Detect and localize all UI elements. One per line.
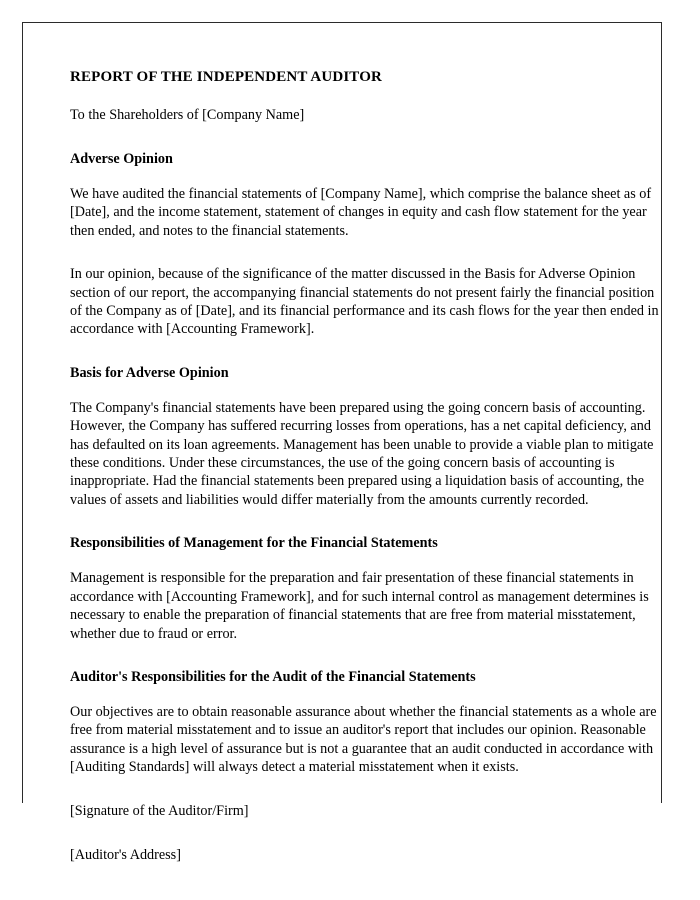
paragraph-adverse-opinion-2: In our opinion, because of the significance of the matter discussed in the Basis for Adverse Opinion section of our report, the accompanying financial statements do not present fairly the financial position of the Company as of [Date], and its financial performance and its cash flows for the year then ended in accordance with [Accounting Framework].: [70, 266, 659, 338]
section-heading-adverse-opinion: Adverse Opinion: [70, 151, 173, 167]
section-responsibilities-of-management: [70, 534, 659, 643]
document-body: [70, 68, 659, 890]
document-page-frame: [22, 22, 662, 863]
paragraph-basis-for-adverse-opinion-1: The Company's financial statements have been prepared using the going concern basis of accounting. However, the Company has suffered recurring losses from operations, has a net capital deficiency, and has defaulted on its loan agreements. Management has been unable to provide a viable plan to mitigate these conditions. Under these circumstances, the use of the going concern basis of accounting is inappropriate. Had the financial statements been prepared using a liquidation basis of accounting, the values of assets and liabilities would differ materially from the amounts currently recorded.: [70, 399, 654, 508]
section-adverse-opinion: [70, 150, 659, 339]
paragraph-auditors-responsibilities-1: Our objectives are to obtain reasonable assurance about whether the financial statements as a whole are free from material misstatement and to issue an auditor's report that includes our opinion. Reasonable assurance is a high level of assurance but is not a guarantee that an audit conducted in accordance with [Auditing Standards] will always detect a material misstatement when it exists.: [70, 703, 657, 776]
auditor-address-placeholder: [Auditor's Address]: [70, 846, 181, 863]
section-heading-auditors-responsibilities: Auditor's Responsibilities for the Audit of the Financial Statements: [70, 668, 476, 685]
section-heading-basis-for-adverse-opinion: Basis for Adverse Opinion: [70, 364, 229, 381]
paragraph-adverse-opinion-1: We have audited the financial statements of [Company Name], which comprise the balance sheet as of [Date], and the income statement, statement of changes in equity and cash flow statement for the year then ended, and notes to the financial statements.: [70, 186, 652, 239]
signature-placeholder: [Signature of the Auditor/Firm]: [70, 802, 249, 819]
page-title: REPORT OF THE INDEPENDENT AUDITOR: [70, 69, 382, 85]
section-basis-for-adverse-opinion: [70, 364, 659, 509]
section-heading-responsibilities-of-management: Responsibilities of Management for the Financial Statements: [70, 535, 438, 552]
addressee-line: To the Shareholders of [Company Name]: [70, 107, 305, 123]
section-auditors-responsibilities: [70, 668, 659, 777]
paragraph-responsibilities-of-management-1: Management is responsible for the preparation and fair presentation of these financial statements in accordance with [Accounting Framework], and for such internal control as management determines is necessary to enable the preparation of financial statements that are free from material misstatement, whether due to fraud or error.: [70, 570, 649, 642]
signature-block: [70, 802, 659, 864]
